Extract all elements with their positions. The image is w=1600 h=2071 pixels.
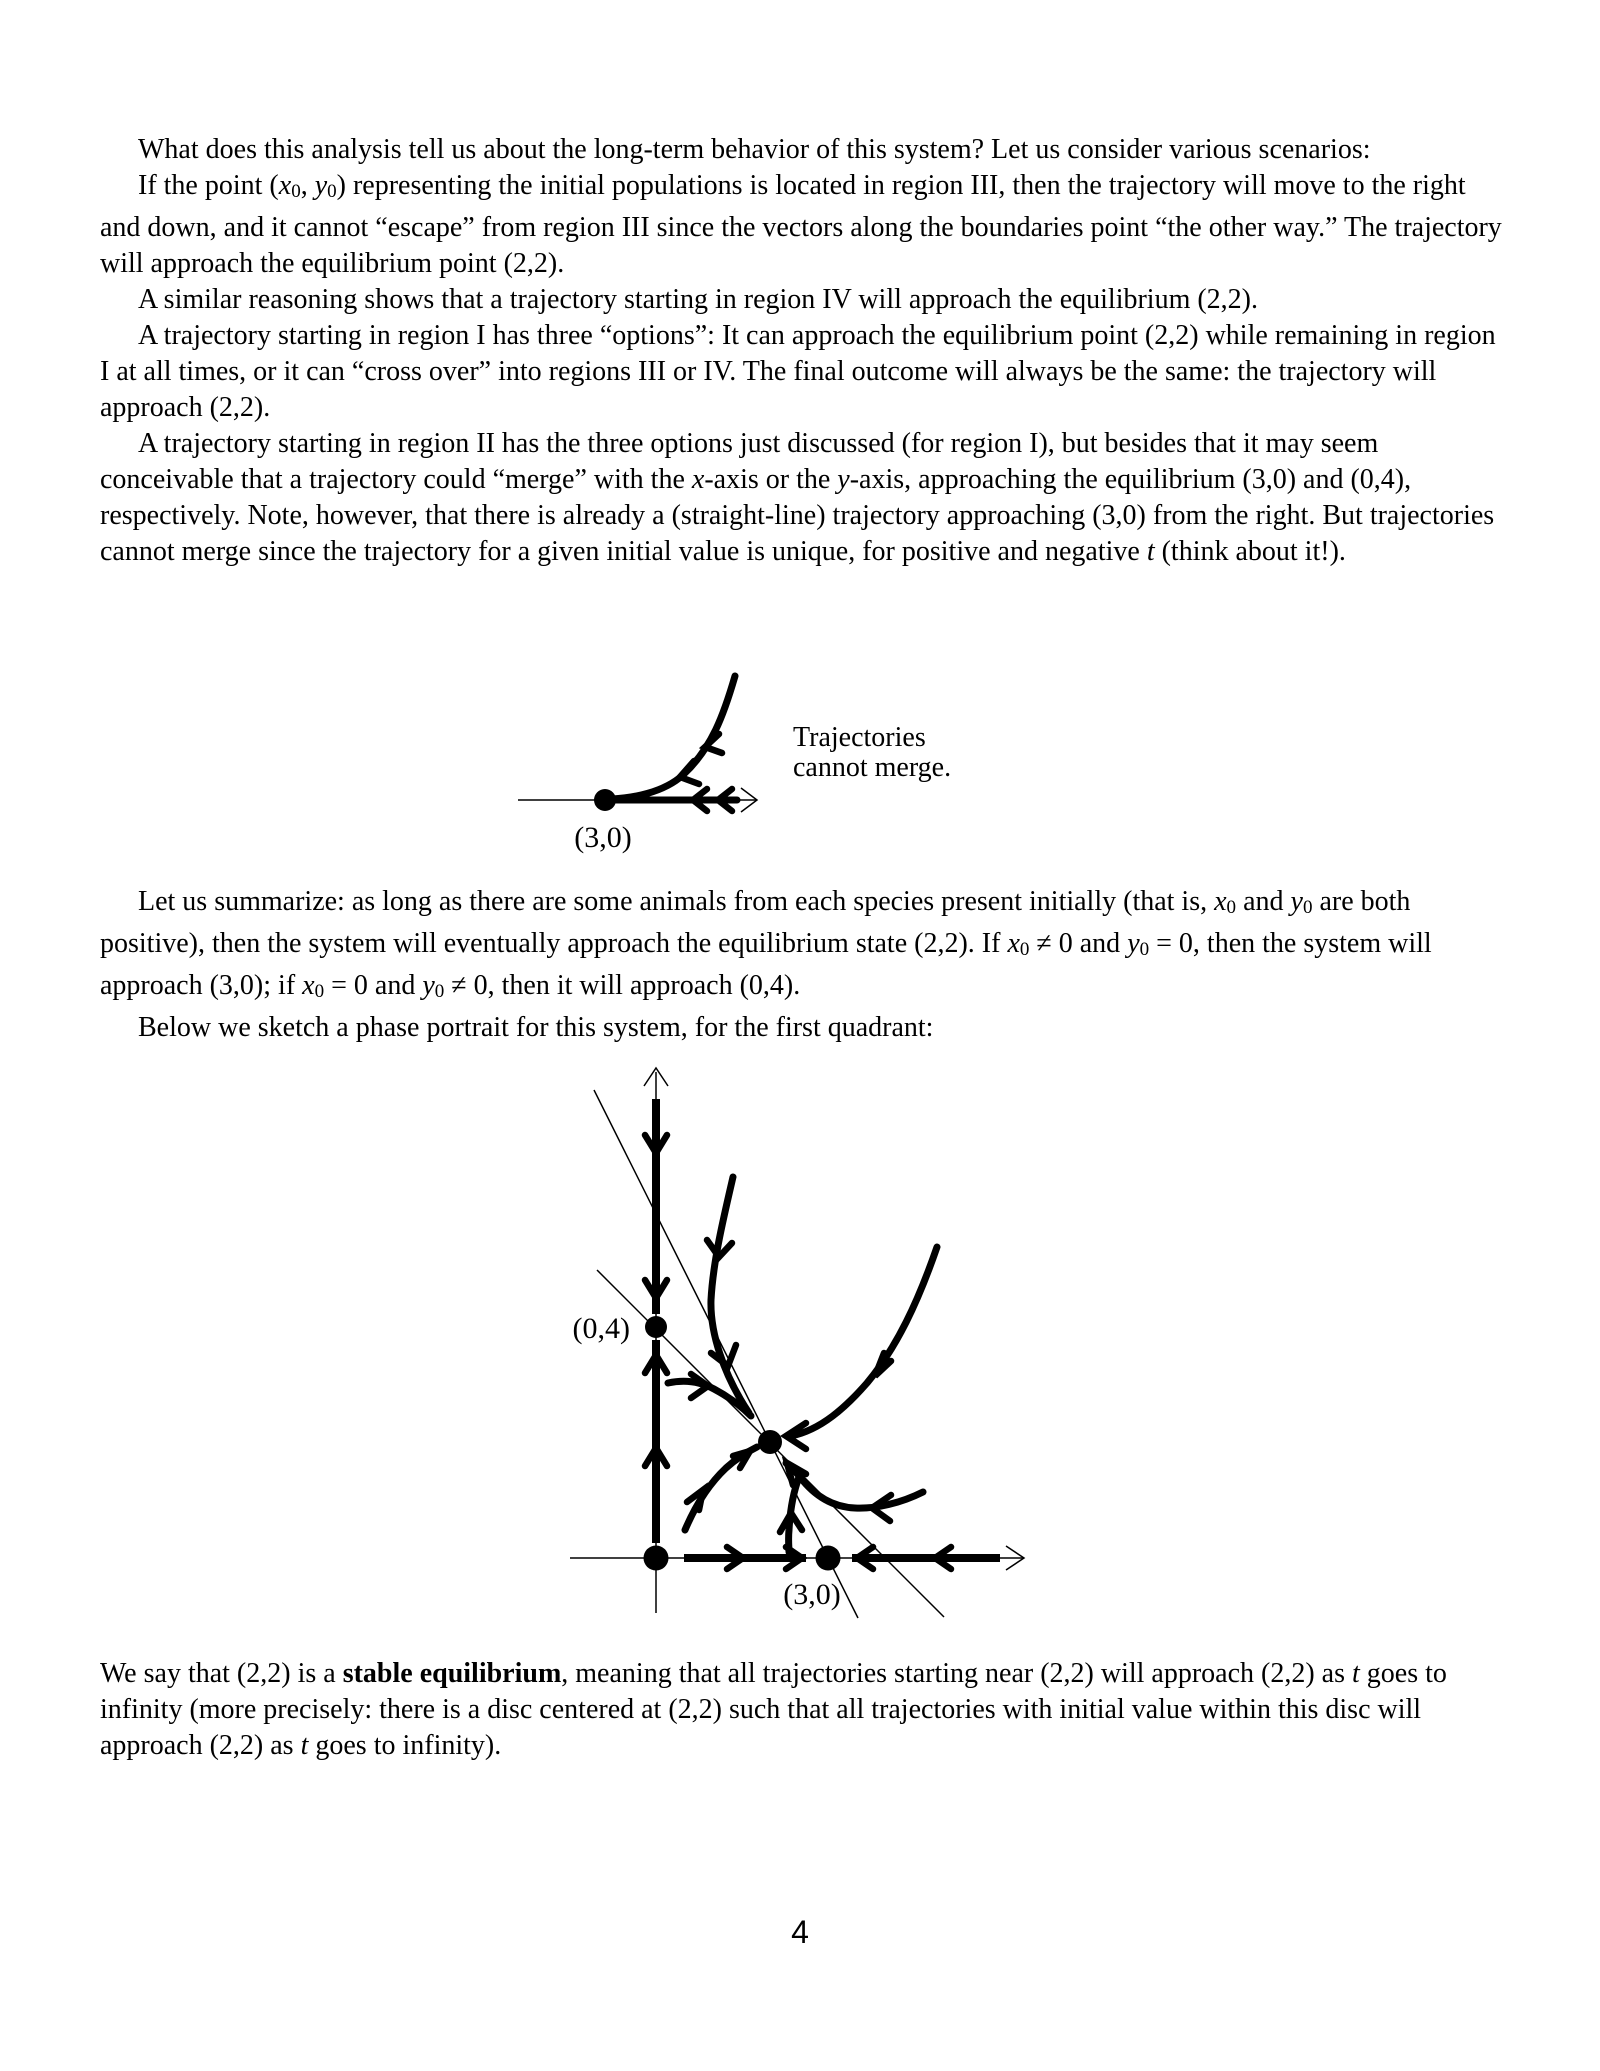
trajectory-from-upper-right xyxy=(786,1247,937,1449)
paragraph: Let us summarize: as long as there are some animals from each species present initially (that is, x0 and y0 are both positive), then the system will eventually approach the equilibrium state (2,2). If x0 ≠ 0 and y0 = 0, then the system will approach (3,0); if x0 = 0 and y0 ≠ 0, then it will approach (0,4). xyxy=(100,886,1432,1002)
figure-phase-portrait xyxy=(540,1050,1060,1630)
body-text-block-1 xyxy=(100,132,1504,570)
point-label-30: (3,0) xyxy=(574,821,632,854)
paragraph: What does this analysis tell us about the long-term behavior of this system? Let us consider various scenarios: xyxy=(138,134,1371,165)
equilibrium-dot-30 xyxy=(594,789,616,811)
figure-note-line2: cannot merge. xyxy=(793,752,952,783)
figure-note-line1: Trajectories xyxy=(793,722,926,753)
paragraph: We say that (2,2) is a stable equilibrium, meaning that all trajectories starting near (2,2) will approach (2,2) as t goes to infinity (more precisely: there is a disc centered at (2,2) such that all trajectories with initial value within this disc will approach (2,2) as t goes to infinity). xyxy=(100,1658,1447,1761)
equilibrium-dot-22 xyxy=(758,1430,782,1454)
point-label-30: (3,0) xyxy=(783,1578,841,1611)
paragraph: A trajectory starting in region I has three “options”: It can approach the equilibrium point (2,2) while remaining in region I at all times, or it can “cross over” into regions III or IV. The final outcome will always be the same: the trajectory will approach (2,2). xyxy=(100,320,1496,423)
arrowhead-downleft-icon xyxy=(705,734,722,753)
y-axis-trajectory-lower xyxy=(645,1340,667,1543)
x-axis-trajectory-right xyxy=(852,1547,1000,1569)
y-axis-trajectory-upper xyxy=(645,1099,667,1314)
page-number: 4 xyxy=(791,1914,809,1950)
trajectory-from-below xyxy=(780,1477,802,1552)
paragraph: A trajectory starting in region II has the three options just discussed (for region I), but besides that it may seem conceivable that a trajectory could “merge” with the x-axis or the y-axis, approaching the equilibrium (3,0) and (0,4), respectively. Note, however, that there is already a (straight-line) trajectory approaching (3,0) from the right. But trajectories cannot merge since the trajectory for a given initial value is unique, for positive and negative t (think about it!). xyxy=(100,428,1495,567)
equilibrium-dot-30 xyxy=(816,1546,841,1571)
point-label-04: (0,4) xyxy=(572,1312,630,1345)
paragraph: If the point (x0, y0) representing the initial populations is located in region III, then the trajectory will move to the right and down, and it cannot “escape” from region III since the vectors along the boundaries point “the other way.” The trajectory will approach the equilibrium point (2,2). xyxy=(100,170,1502,279)
body-text-block-2 xyxy=(100,884,1504,1046)
paragraph: A similar reasoning shows that a trajectory starting in region IV will approach the equilibrium (2,2). xyxy=(138,284,1258,315)
trajectory-from-lower-right xyxy=(786,1463,923,1521)
paragraph: Below we sketch a phase portrait for this system, for the first quadrant: xyxy=(138,1012,934,1043)
equilibrium-dot-04 xyxy=(645,1316,667,1338)
nullcline-steep xyxy=(594,1090,858,1618)
trajectory-from-lower-left xyxy=(685,1447,757,1530)
equilibrium-dot-origin xyxy=(644,1546,669,1571)
body-text-block-3 xyxy=(100,1656,1504,1764)
trajectory-from-top xyxy=(707,1177,749,1413)
curved-trajectory xyxy=(612,676,735,799)
figure-merge-sketch xyxy=(440,640,1160,880)
